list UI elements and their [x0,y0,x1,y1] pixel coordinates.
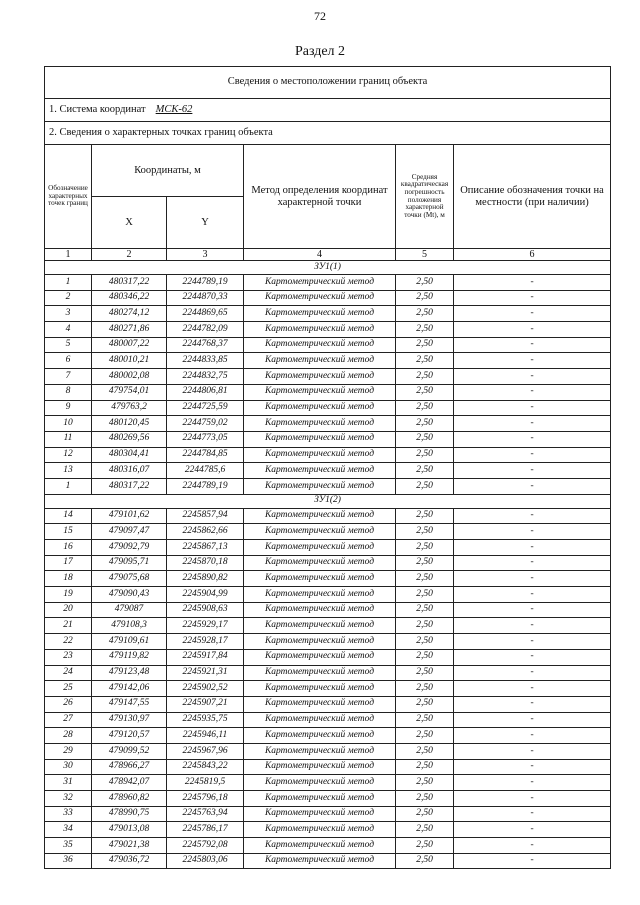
table-row [45,275,611,291]
error-value: 2,50 [396,306,454,322]
description: - [454,369,611,385]
table-row [45,634,611,650]
x-coordinate: 480002,08 [92,369,167,385]
column-number: 6 [454,249,611,261]
point-id: 7 [45,369,92,385]
method: Картометрический метод [244,337,396,353]
y-coordinate: 2245786,17 [167,822,244,838]
x-coordinate: 479097,47 [92,524,167,540]
point-id: 6 [45,353,92,369]
description: - [454,806,611,822]
error-value: 2,50 [396,478,454,494]
method: Картометрический метод [244,743,396,759]
x-coordinate: 478990,75 [92,806,167,822]
error-value: 2,50 [396,290,454,306]
point-id: 8 [45,384,92,400]
point-id: 1 [45,478,92,494]
column-number: 2 [92,249,167,261]
point-id: 26 [45,696,92,712]
point-id: 29 [45,743,92,759]
method: Картометрический метод [244,540,396,556]
point-id: 25 [45,681,92,697]
error-value: 2,50 [396,416,454,432]
x-coordinate: 479090,43 [92,587,167,603]
table-row [45,838,611,854]
error-value: 2,50 [396,634,454,650]
point-id: 23 [45,649,92,665]
table-row [45,416,611,432]
method: Картометрический метод [244,649,396,665]
error-value: 2,50 [396,571,454,587]
error-value: 2,50 [396,853,454,869]
error-value: 2,50 [396,275,454,291]
table-row [45,696,611,712]
y-coordinate: 2244832,75 [167,369,244,385]
y-coordinate: 2245890,82 [167,571,244,587]
table-row [45,571,611,587]
description: - [454,618,611,634]
header-description: Описание обозначения точки на местности (при наличии) [454,145,611,249]
point-id: 12 [45,447,92,463]
group-row [45,494,611,508]
point-id: 1 [45,275,92,291]
method: Картометрический метод [244,634,396,650]
y-coordinate: 2245904,99 [167,587,244,603]
description: - [454,478,611,494]
group-row [45,261,611,275]
description: - [454,524,611,540]
table-row [45,478,611,494]
header-method: Метод определения координат характерной точки [244,145,396,249]
point-id: 19 [45,587,92,603]
x-coordinate: 479109,61 [92,634,167,650]
description: - [454,838,611,854]
error-value: 2,50 [396,759,454,775]
method: Картометрический метод [244,524,396,540]
table-row [45,791,611,807]
y-coordinate: 2245870,18 [167,555,244,571]
header-coordinates: Координаты, м [92,145,244,197]
y-coordinate: 2244785,6 [167,463,244,479]
error-value: 2,50 [396,353,454,369]
point-id: 24 [45,665,92,681]
point-id: 21 [45,618,92,634]
error-value: 2,50 [396,447,454,463]
table-row [45,587,611,603]
method: Картометрический метод [244,508,396,524]
x-coordinate: 479754,01 [92,384,167,400]
y-coordinate: 2244789,19 [167,275,244,291]
error-value: 2,50 [396,524,454,540]
y-coordinate: 2244768,37 [167,337,244,353]
points-label-row [45,122,611,145]
error-value: 2,50 [396,463,454,479]
method: Картометрический метод [244,681,396,697]
table-row [45,369,611,385]
x-coordinate: 480346,22 [92,290,167,306]
column-number: 5 [396,249,454,261]
method: Картометрический метод [244,447,396,463]
x-coordinate: 479763,2 [92,400,167,416]
method: Картометрический метод [244,478,396,494]
description: - [454,634,611,650]
table-row [45,743,611,759]
method: Картометрический метод [244,431,396,447]
method: Картометрический метод [244,555,396,571]
description: - [454,400,611,416]
method: Картометрический метод [244,400,396,416]
description: - [454,649,611,665]
table-title-row [45,67,611,99]
point-id: 16 [45,540,92,556]
x-coordinate: 479142,06 [92,681,167,697]
table-row [45,649,611,665]
y-coordinate: 2244773,05 [167,431,244,447]
method: Картометрический метод [244,822,396,838]
y-coordinate: 2245908,63 [167,602,244,618]
y-coordinate: 2244784,85 [167,447,244,463]
point-id: 31 [45,775,92,791]
x-coordinate: 478966,27 [92,759,167,775]
table-row [45,681,611,697]
x-coordinate: 480317,22 [92,478,167,494]
description: - [454,555,611,571]
description: - [454,665,611,681]
method: Картометрический метод [244,463,396,479]
method: Картометрический метод [244,587,396,603]
description: - [454,337,611,353]
table-row [45,759,611,775]
method: Картометрический метод [244,696,396,712]
y-coordinate: 2245857,94 [167,508,244,524]
y-coordinate: 2245819,5 [167,775,244,791]
error-value: 2,50 [396,712,454,728]
y-coordinate: 2244759,02 [167,416,244,432]
header-error: Средняя квадратическая погрешность положения характерной точки (Mt), м [396,145,454,249]
y-coordinate: 2245928,17 [167,634,244,650]
error-value: 2,50 [396,838,454,854]
table-row [45,618,611,634]
table-row [45,728,611,744]
method: Картометрический метод [244,759,396,775]
method: Картометрический метод [244,322,396,338]
y-coordinate: 2245843,22 [167,759,244,775]
group-label: ЗУ1(1) [45,261,611,275]
x-coordinate: 479119,82 [92,649,167,665]
description: - [454,431,611,447]
table-row [45,353,611,369]
point-id: 15 [45,524,92,540]
method: Картометрический метод [244,353,396,369]
y-coordinate: 2245796,18 [167,791,244,807]
method: Картометрический метод [244,275,396,291]
method: Картометрический метод [244,306,396,322]
error-value: 2,50 [396,743,454,759]
x-coordinate: 479123,48 [92,665,167,681]
header-y: Y [167,197,244,249]
error-value: 2,50 [396,322,454,338]
point-id: 34 [45,822,92,838]
table-row [45,524,611,540]
error-value: 2,50 [396,587,454,603]
method: Картометрический метод [244,712,396,728]
y-coordinate: 2245935,75 [167,712,244,728]
description: - [454,353,611,369]
table-row [45,853,611,869]
table-row [45,540,611,556]
y-coordinate: 2245946,11 [167,728,244,744]
x-coordinate: 479147,55 [92,696,167,712]
description: - [454,822,611,838]
table-row [45,806,611,822]
method: Картометрический метод [244,602,396,618]
table-row [45,290,611,306]
point-id: 2 [45,290,92,306]
page-number: 72 [314,9,326,23]
x-coordinate: 480317,22 [92,275,167,291]
point-id: 11 [45,431,92,447]
description: - [454,681,611,697]
method: Картометрический метод [244,775,396,791]
y-coordinate: 2245792,08 [167,838,244,854]
point-id: 13 [45,463,92,479]
column-number: 3 [167,249,244,261]
y-coordinate: 2245867,13 [167,540,244,556]
column-number: 1 [45,249,92,261]
point-id: 20 [45,602,92,618]
y-coordinate: 2245862,66 [167,524,244,540]
point-id: 14 [45,508,92,524]
table-row [45,665,611,681]
point-id: 28 [45,728,92,744]
method: Картометрический метод [244,665,396,681]
y-coordinate: 2245763,94 [167,806,244,822]
description: - [454,775,611,791]
y-coordinate: 2244725,59 [167,400,244,416]
table-row [45,508,611,524]
y-coordinate: 2244782,09 [167,322,244,338]
error-value: 2,50 [396,649,454,665]
column-number-row [45,249,611,261]
description: - [454,791,611,807]
error-value: 2,50 [396,618,454,634]
point-id: 36 [45,853,92,869]
method: Картометрический метод [244,853,396,869]
error-value: 2,50 [396,822,454,838]
x-coordinate: 479130,97 [92,712,167,728]
x-coordinate: 480120,45 [92,416,167,432]
description: - [454,759,611,775]
y-coordinate: 2245907,21 [167,696,244,712]
error-value: 2,50 [396,540,454,556]
header-point-designation: Обозначение характерных точек границ [45,145,92,249]
coord-system-row [45,99,611,122]
x-coordinate: 478942,07 [92,775,167,791]
point-id: 32 [45,791,92,807]
group-label: ЗУ1(2) [45,494,611,508]
error-value: 2,50 [396,369,454,385]
x-coordinate: 479092,79 [92,540,167,556]
description: - [454,447,611,463]
description: - [454,728,611,744]
y-coordinate: 2244870,33 [167,290,244,306]
section-title: Раздел 2 [294,44,346,59]
point-id: 22 [45,634,92,650]
point-id: 35 [45,838,92,854]
table-row [45,431,611,447]
description: - [454,384,611,400]
table-row [45,306,611,322]
x-coordinate: 479099,52 [92,743,167,759]
y-coordinate: 2244833,85 [167,353,244,369]
error-value: 2,50 [396,555,454,571]
y-coordinate: 2244789,19 [167,478,244,494]
description: - [454,696,611,712]
x-coordinate: 479021,38 [92,838,167,854]
coord-system-value: МСК-62 [155,103,193,115]
y-coordinate: 2245929,17 [167,618,244,634]
description: - [454,306,611,322]
table-row [45,400,611,416]
description: - [454,540,611,556]
point-id: 9 [45,400,92,416]
x-coordinate: 479013,08 [92,822,167,838]
table-row [45,337,611,353]
points-label: 2. Сведения о характерных точках границ объекта [45,122,611,145]
error-value: 2,50 [396,775,454,791]
point-id: 18 [45,571,92,587]
y-coordinate: 2244806,81 [167,384,244,400]
y-coordinate: 2245803,06 [167,853,244,869]
boundary-table [44,66,611,869]
description: - [454,508,611,524]
error-value: 2,50 [396,508,454,524]
error-value: 2,50 [396,728,454,744]
description: - [454,463,611,479]
description: - [454,853,611,869]
x-coordinate: 479095,71 [92,555,167,571]
y-coordinate: 2245967,96 [167,743,244,759]
description: - [454,290,611,306]
description: - [454,602,611,618]
error-value: 2,50 [396,431,454,447]
description: - [454,322,611,338]
x-coordinate: 479101,62 [92,508,167,524]
table-row [45,463,611,479]
error-value: 2,50 [396,337,454,353]
error-value: 2,50 [396,665,454,681]
x-coordinate: 479120,57 [92,728,167,744]
table-row [45,775,611,791]
table-row [45,447,611,463]
error-value: 2,50 [396,681,454,697]
point-id: 30 [45,759,92,775]
error-value: 2,50 [396,602,454,618]
method: Картометрический метод [244,791,396,807]
point-id: 33 [45,806,92,822]
table-row [45,555,611,571]
x-coordinate: 479108,3 [92,618,167,634]
description: - [454,712,611,728]
table-row [45,602,611,618]
error-value: 2,50 [396,791,454,807]
x-coordinate: 480274,12 [92,306,167,322]
y-coordinate: 2245921,31 [167,665,244,681]
x-coordinate: 479036,72 [92,853,167,869]
point-id: 10 [45,416,92,432]
y-coordinate: 2245902,52 [167,681,244,697]
description: - [454,416,611,432]
method: Картометрический метод [244,571,396,587]
coord-system-label: 1. Система координат [49,103,146,115]
point-id: 4 [45,322,92,338]
error-value: 2,50 [396,806,454,822]
x-coordinate: 480269,56 [92,431,167,447]
point-id: 17 [45,555,92,571]
table-row [45,712,611,728]
x-coordinate: 480010,21 [92,353,167,369]
description: - [454,743,611,759]
method: Картометрический метод [244,290,396,306]
table-title: Сведения о местоположении границ объекта [45,67,611,99]
error-value: 2,50 [396,400,454,416]
x-coordinate: 480271,86 [92,322,167,338]
method: Картометрический метод [244,384,396,400]
method: Картометрический метод [244,838,396,854]
method: Картометрический метод [244,618,396,634]
method: Картометрический метод [244,416,396,432]
y-coordinate: 2244869,65 [167,306,244,322]
header-x: X [92,197,167,249]
point-id: 27 [45,712,92,728]
column-number: 4 [244,249,396,261]
description: - [454,571,611,587]
table-row [45,384,611,400]
point-id: 5 [45,337,92,353]
error-value: 2,50 [396,384,454,400]
method: Картометрический метод [244,728,396,744]
description: - [454,275,611,291]
y-coordinate: 2245917,84 [167,649,244,665]
x-coordinate: 479075,68 [92,571,167,587]
x-coordinate: 479087 [92,602,167,618]
x-coordinate: 480304,41 [92,447,167,463]
error-value: 2,50 [396,696,454,712]
method: Картометрический метод [244,369,396,385]
description: - [454,587,611,603]
table-row [45,322,611,338]
x-coordinate: 480007,22 [92,337,167,353]
table-row [45,822,611,838]
header-row [45,145,611,197]
point-id: 3 [45,306,92,322]
method: Картометрический метод [244,806,396,822]
x-coordinate: 480316,07 [92,463,167,479]
x-coordinate: 478960,82 [92,791,167,807]
